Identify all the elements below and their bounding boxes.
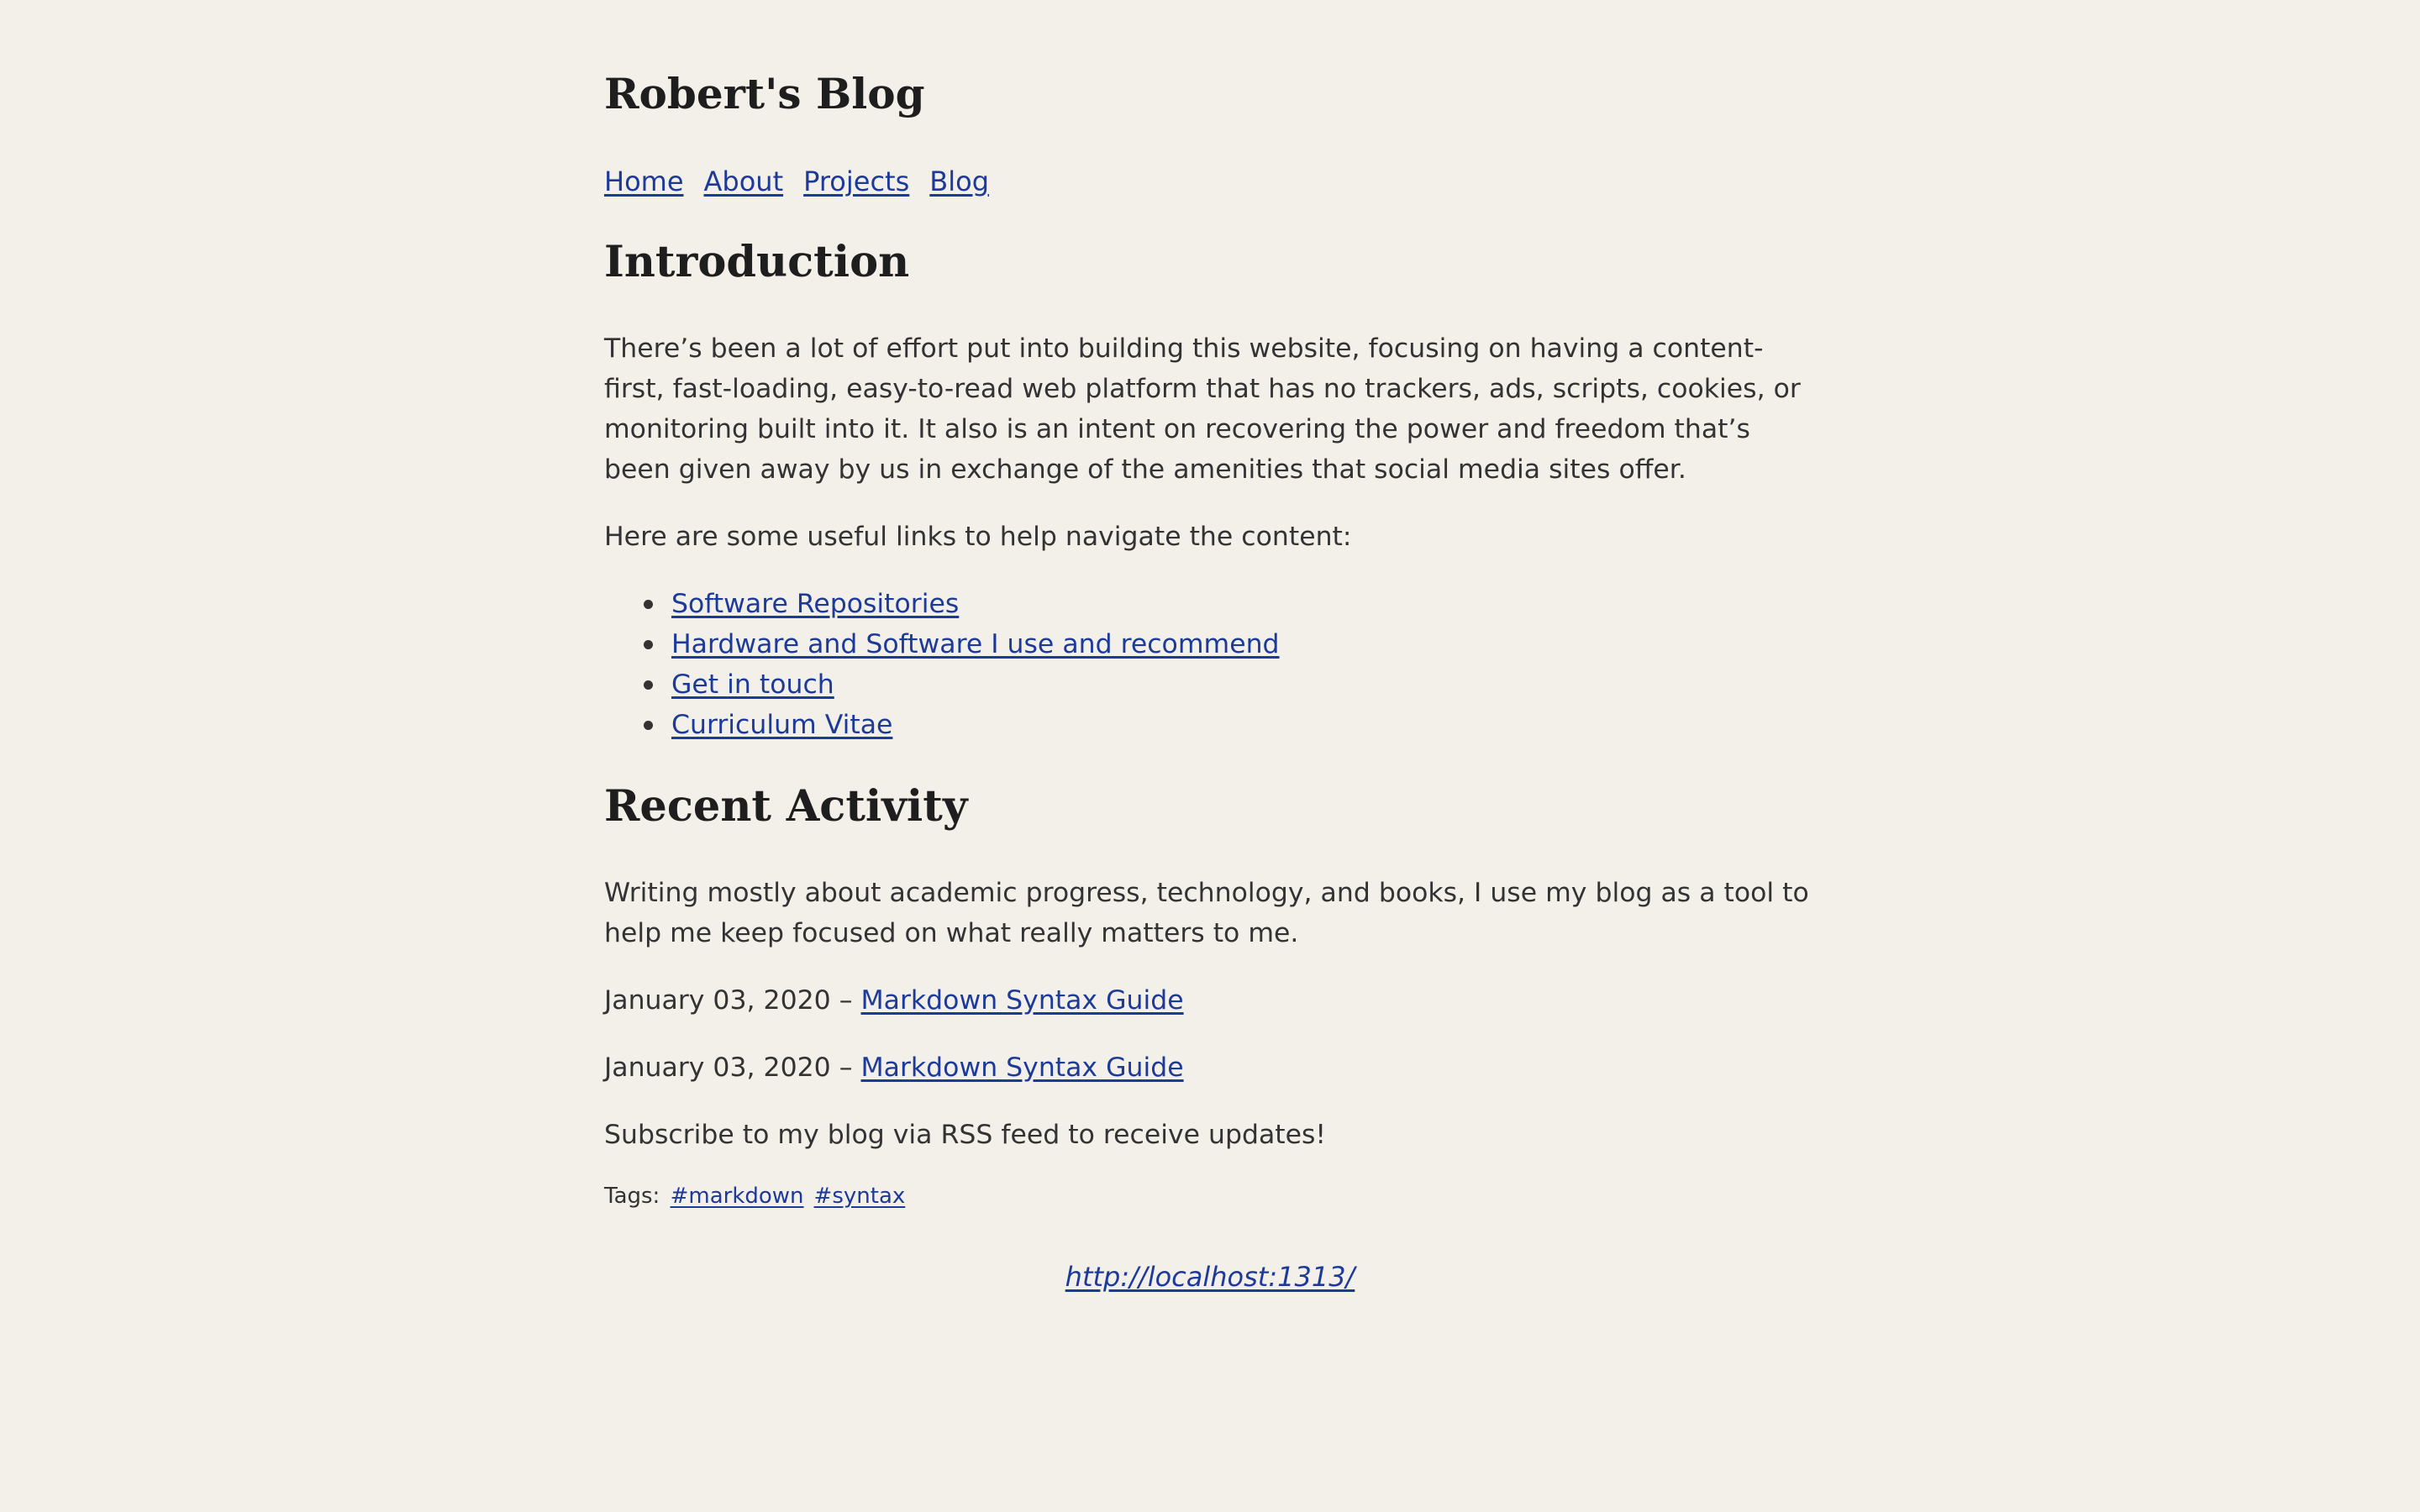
tags-label: Tags: — [604, 1184, 660, 1209]
nav-home-link[interactable]: Home — [604, 165, 684, 197]
tags-row — [604, 1179, 912, 1213]
hardware-software-link[interactable]: Hardware and Software I use and recommend — [671, 629, 1280, 659]
software-repositories-link[interactable]: Software Repositories — [671, 589, 960, 619]
introduction-paragraph: There’s been a lot of effort put into building this website, focusing on having a content-first, fast-loading, easy-to-read web platform that has no trackers, ads, scripts, cookies, or monitoring built into it. It also is an intent on recovering the power and freedom that’s been given away by us in exchange of the amenities that social media sites offer. — [604, 333, 1801, 485]
post-date: January 03, 2020 — [604, 985, 831, 1016]
footer-site-link[interactable]: http://localhost:1313/ — [1065, 1261, 1355, 1293]
post-entry — [604, 1047, 1816, 1088]
introduction-heading: Introduction — [604, 237, 910, 287]
post-separator: – — [839, 1053, 853, 1083]
recent-activity-heading: Recent Activity — [604, 781, 968, 832]
post-separator: – — [839, 985, 853, 1016]
useful-links-list — [604, 584, 1280, 745]
post-entry — [604, 980, 1816, 1021]
tag-syntax-link[interactable]: #syntax — [813, 1184, 906, 1209]
get-in-touch-link[interactable]: Get in touch — [671, 669, 834, 700]
list-item — [671, 664, 1280, 705]
nav-projects-link[interactable]: Projects — [803, 165, 910, 197]
footer — [0, 1257, 2420, 1297]
post-title-link[interactable]: Markdown Syntax Guide — [860, 1053, 1184, 1083]
list-item — [671, 624, 1280, 664]
post-date: January 03, 2020 — [604, 1053, 831, 1083]
useful-links-intro: Here are some useful links to help navigate the content: — [604, 522, 1352, 552]
tag-markdown-link[interactable]: #markdown — [670, 1184, 804, 1209]
main-nav — [604, 161, 1009, 202]
recent-activity-paragraph: Writing mostly about academic progress, technology, and books, I use my blog as a tool to help me keep focused on what really matters to me. — [604, 878, 1809, 948]
nav-about-link[interactable]: About — [703, 165, 784, 197]
subscribe-text: Subscribe to my blog via RSS feed to receive updates! — [604, 1120, 1327, 1150]
list-item — [671, 705, 1280, 745]
nav-blog-link[interactable]: Blog — [929, 165, 989, 197]
curriculum-vitae-link[interactable]: Curriculum Vitae — [671, 710, 893, 740]
site-title: Robert's Blog — [604, 69, 925, 118]
post-title-link[interactable]: Markdown Syntax Guide — [860, 985, 1184, 1016]
list-item — [671, 584, 1280, 624]
